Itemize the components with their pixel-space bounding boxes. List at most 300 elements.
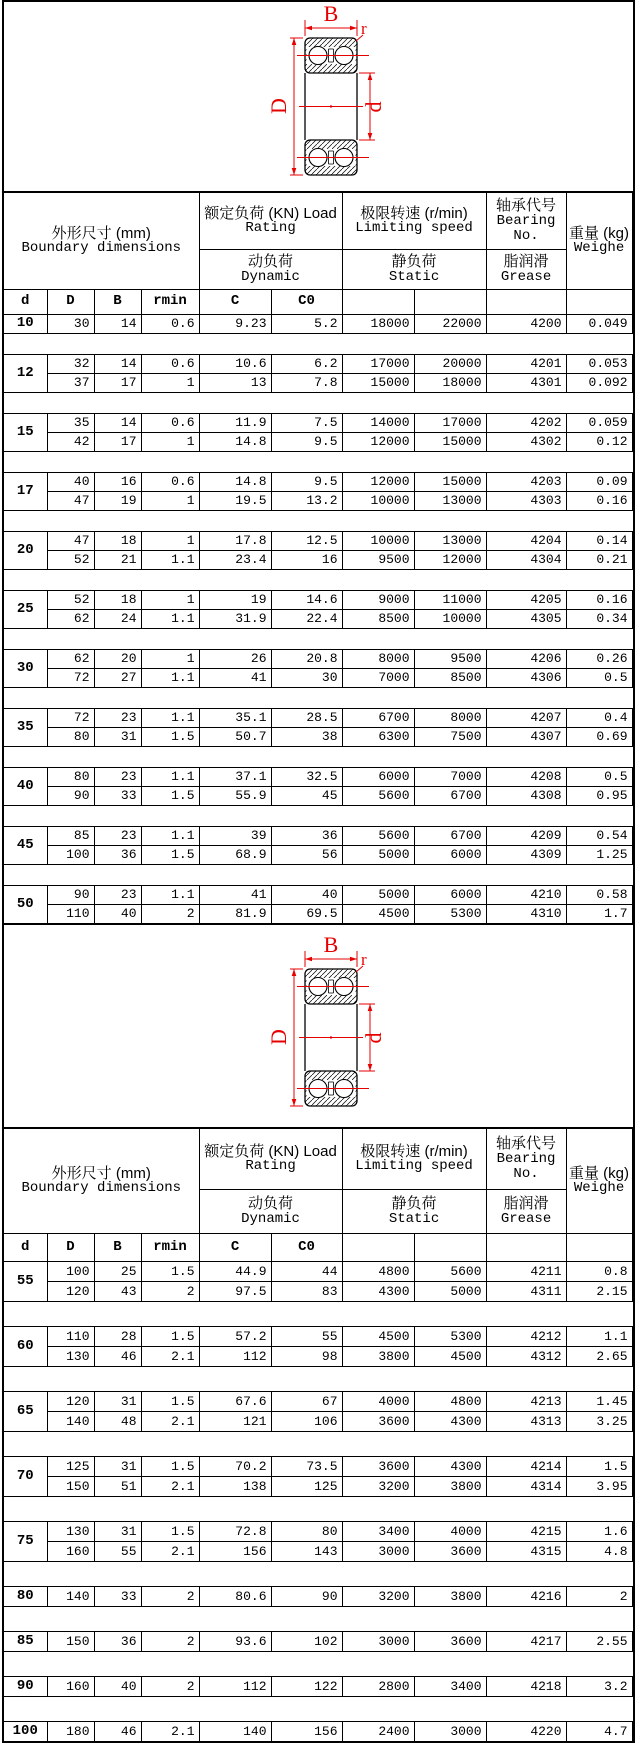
header-limiting-speed bbox=[342, 1128, 486, 1190]
header-grease bbox=[486, 1190, 566, 1234]
bearing-code: 4306 bbox=[486, 668, 566, 687]
bore-diameter-d: 12 bbox=[3, 354, 47, 392]
grease-speed: 3600 bbox=[342, 1457, 414, 1477]
dim-label-d: d bbox=[361, 102, 386, 113]
static-load-C0: 125 bbox=[271, 1477, 342, 1497]
corner-radius-rmin: 2 bbox=[141, 1587, 199, 1607]
spacer-cell bbox=[3, 1652, 632, 1677]
spacer-cell bbox=[3, 1367, 632, 1392]
static-load-C0: 36 bbox=[271, 826, 342, 845]
static-load-C0: 14.6 bbox=[271, 590, 342, 609]
weight-kg: 0.5 bbox=[566, 668, 632, 687]
static-load-C0: 32.5 bbox=[271, 767, 342, 786]
weight-kg: 0.092 bbox=[566, 373, 632, 392]
corner-radius-rmin: 0.6 bbox=[141, 354, 199, 373]
spacer-cell bbox=[3, 1497, 632, 1522]
weight-kg: 0.95 bbox=[566, 786, 632, 805]
col-d: d bbox=[3, 289, 47, 314]
dynamic-load-C: 67.6 bbox=[199, 1392, 271, 1412]
oil-speed: 4800 bbox=[414, 1392, 486, 1412]
empty-cell bbox=[566, 1234, 632, 1262]
column-header-row bbox=[3, 289, 634, 314]
oil-speed: 6000 bbox=[414, 885, 486, 904]
width-B: 25 bbox=[94, 1262, 141, 1282]
static-load-C0: 22.4 bbox=[271, 609, 342, 628]
table-row bbox=[3, 413, 634, 432]
outer-diameter-D: 42 bbox=[47, 432, 94, 451]
grease-speed: 8000 bbox=[342, 649, 414, 668]
dynamic-load-C: 14.8 bbox=[199, 472, 271, 491]
table-row bbox=[3, 1412, 634, 1432]
dynamic-load-C: 35.1 bbox=[199, 708, 271, 727]
table-row bbox=[3, 491, 634, 510]
static-load-C0: 55 bbox=[271, 1327, 342, 1347]
table-row bbox=[3, 845, 634, 864]
spacer-cell bbox=[3, 805, 632, 826]
corner-radius-rmin: 0.6 bbox=[141, 472, 199, 491]
outer-diameter-D: 32 bbox=[47, 354, 94, 373]
width-B: 24 bbox=[94, 609, 141, 628]
header-weight-en: Weighe bbox=[567, 1181, 632, 1196]
dynamic-load-C: 55.9 bbox=[199, 786, 271, 805]
spacer-cell bbox=[3, 1562, 632, 1587]
header-static-en: Static bbox=[343, 1212, 486, 1227]
weight-kg: 1.5 bbox=[566, 1457, 632, 1477]
outer-diameter-D: 90 bbox=[47, 786, 94, 805]
bearing-code: 4204 bbox=[486, 531, 566, 550]
table-row bbox=[3, 432, 634, 451]
grease-speed: 17000 bbox=[342, 354, 414, 373]
bore-diameter-d: 10 bbox=[3, 314, 47, 333]
bore-diameter-d: 15 bbox=[3, 413, 47, 451]
width-B: 28 bbox=[94, 1327, 141, 1347]
bearing-code: 4313 bbox=[486, 1412, 566, 1432]
width-B: 27 bbox=[94, 668, 141, 687]
dynamic-load-C: 57.2 bbox=[199, 1327, 271, 1347]
table-row bbox=[3, 590, 634, 609]
width-B: 33 bbox=[94, 1587, 141, 1607]
width-B: 20 bbox=[94, 649, 141, 668]
grease-speed: 9000 bbox=[342, 590, 414, 609]
dynamic-load-C: 26 bbox=[199, 649, 271, 668]
col-D: D bbox=[47, 289, 94, 314]
dynamic-load-C: 44.9 bbox=[199, 1262, 271, 1282]
header-load-cn: 额定负荷 (KN) Load bbox=[200, 1144, 342, 1160]
width-B: 36 bbox=[94, 845, 141, 864]
bore-diameter-d: 55 bbox=[3, 1262, 47, 1302]
bearing-code: 4314 bbox=[486, 1477, 566, 1497]
dynamic-load-C: 31.9 bbox=[199, 609, 271, 628]
static-load-C0: 98 bbox=[271, 1347, 342, 1367]
table-row bbox=[3, 550, 634, 569]
grease-speed: 10000 bbox=[342, 491, 414, 510]
dynamic-load-C: 80.6 bbox=[199, 1587, 271, 1607]
oil-speed: 15000 bbox=[414, 432, 486, 451]
dynamic-load-C: 19 bbox=[199, 590, 271, 609]
bearing-code: 4206 bbox=[486, 649, 566, 668]
column-header-row bbox=[3, 1234, 634, 1262]
header-weight-en: Weighe bbox=[567, 241, 632, 256]
bearing-code: 4217 bbox=[486, 1632, 566, 1652]
dynamic-load-C: 138 bbox=[199, 1477, 271, 1497]
dim-label-d: d bbox=[361, 1032, 386, 1043]
bearing-code: 4200 bbox=[486, 314, 566, 333]
outer-diameter-D: 85 bbox=[47, 826, 94, 845]
corner-radius-rmin: 1.5 bbox=[141, 1457, 199, 1477]
static-load-C0: 30 bbox=[271, 668, 342, 687]
grease-speed: 6000 bbox=[342, 767, 414, 786]
width-B: 18 bbox=[94, 531, 141, 550]
header-boundary-dimensions bbox=[3, 192, 199, 289]
outer-diameter-D: 52 bbox=[47, 590, 94, 609]
width-B: 40 bbox=[94, 1677, 141, 1697]
bearing-code: 4201 bbox=[486, 354, 566, 373]
dynamic-load-C: 11.9 bbox=[199, 413, 271, 432]
table-row bbox=[3, 767, 634, 786]
oil-speed: 8000 bbox=[414, 708, 486, 727]
corner-radius-rmin: 1.1 bbox=[141, 767, 199, 786]
spacer-row bbox=[3, 628, 634, 649]
static-load-C0: 143 bbox=[271, 1542, 342, 1562]
weight-kg: 2.15 bbox=[566, 1282, 632, 1302]
header-speed-en: Limiting speed bbox=[343, 1159, 486, 1174]
oil-speed: 22000 bbox=[414, 314, 486, 333]
weight-kg: 3.95 bbox=[566, 1477, 632, 1497]
static-load-C0: 67 bbox=[271, 1392, 342, 1412]
header-load-rating bbox=[199, 192, 342, 249]
spacer-cell bbox=[3, 510, 632, 531]
bearing-diagram-box-2 bbox=[2, 925, 635, 1127]
col-d: d bbox=[3, 1234, 47, 1262]
weight-kg: 0.12 bbox=[566, 432, 632, 451]
header-static-load bbox=[342, 1190, 486, 1234]
oil-speed: 6700 bbox=[414, 786, 486, 805]
grease-speed: 5600 bbox=[342, 786, 414, 805]
static-load-C0: 5.2 bbox=[271, 314, 342, 333]
corner-radius-rmin: 1 bbox=[141, 491, 199, 510]
grease-speed: 10000 bbox=[342, 531, 414, 550]
table-row bbox=[3, 314, 634, 333]
outer-diameter-D: 47 bbox=[47, 531, 94, 550]
static-load-C0: 40 bbox=[271, 885, 342, 904]
bearing-code: 4209 bbox=[486, 826, 566, 845]
bore-diameter-d: 60 bbox=[3, 1327, 47, 1367]
table-row bbox=[3, 1587, 634, 1607]
dynamic-load-C: 14.8 bbox=[199, 432, 271, 451]
corner-radius-rmin: 1.5 bbox=[141, 1327, 199, 1347]
outer-diameter-D: 140 bbox=[47, 1412, 94, 1432]
col-C0: C0 bbox=[271, 1234, 342, 1262]
oil-speed: 7500 bbox=[414, 727, 486, 746]
dynamic-load-C: 97.5 bbox=[199, 1282, 271, 1302]
grease-speed: 3800 bbox=[342, 1347, 414, 1367]
static-load-C0: 38 bbox=[271, 727, 342, 746]
weight-kg: 1.1 bbox=[566, 1327, 632, 1347]
table-row bbox=[3, 786, 634, 805]
table-row bbox=[3, 1327, 634, 1347]
corner-radius-rmin: 1.1 bbox=[141, 609, 199, 628]
oil-speed: 9500 bbox=[414, 649, 486, 668]
outer-diameter-D: 160 bbox=[47, 1677, 94, 1697]
width-B: 55 bbox=[94, 1542, 141, 1562]
width-B: 31 bbox=[94, 1457, 141, 1477]
width-B: 33 bbox=[94, 786, 141, 805]
weight-kg: 3.2 bbox=[566, 1677, 632, 1697]
bore-diameter-d: 17 bbox=[3, 472, 47, 510]
bore-diameter-d: 65 bbox=[3, 1392, 47, 1432]
oil-speed: 3800 bbox=[414, 1477, 486, 1497]
outer-diameter-D: 125 bbox=[47, 1457, 94, 1477]
static-load-C0: 45 bbox=[271, 786, 342, 805]
spacer-row bbox=[3, 510, 634, 531]
table-row bbox=[3, 354, 634, 373]
catalog-page bbox=[2, 0, 635, 1743]
dim-label-D: D bbox=[266, 98, 291, 114]
oil-speed: 4000 bbox=[414, 1522, 486, 1542]
corner-radius-rmin: 1.1 bbox=[141, 708, 199, 727]
dynamic-load-C: 156 bbox=[199, 1542, 271, 1562]
spacer-cell bbox=[3, 1432, 632, 1457]
empty-cell bbox=[486, 1234, 566, 1262]
outer-diameter-D: 62 bbox=[47, 649, 94, 668]
table-row bbox=[3, 1262, 634, 1282]
oil-speed: 3400 bbox=[414, 1677, 486, 1697]
dynamic-load-C: 81.9 bbox=[199, 904, 271, 924]
oil-speed: 8500 bbox=[414, 668, 486, 687]
static-load-C0: 13.2 bbox=[271, 491, 342, 510]
dynamic-load-C: 13 bbox=[199, 373, 271, 392]
bearing-spec-table-4300 bbox=[2, 1127, 635, 1743]
grease-speed: 4000 bbox=[342, 1392, 414, 1412]
oil-speed: 17000 bbox=[414, 413, 486, 432]
grease-speed: 3200 bbox=[342, 1477, 414, 1497]
grease-speed: 4500 bbox=[342, 1327, 414, 1347]
weight-kg: 0.58 bbox=[566, 885, 632, 904]
width-B: 19 bbox=[94, 491, 141, 510]
bearing-code: 4215 bbox=[486, 1522, 566, 1542]
weight-kg: 0.09 bbox=[566, 472, 632, 491]
spacer-row bbox=[3, 1562, 634, 1587]
weight-kg: 1.45 bbox=[566, 1392, 632, 1412]
dim-label-r: r bbox=[361, 950, 367, 969]
bearing-code: 4304 bbox=[486, 550, 566, 569]
static-load-C0: 20.8 bbox=[271, 649, 342, 668]
header-dynamic-en: Dynamic bbox=[200, 270, 342, 285]
header-boundary-en: Boundary dimensions bbox=[4, 1181, 199, 1196]
col-D: D bbox=[47, 1234, 94, 1262]
outer-diameter-D: 80 bbox=[47, 767, 94, 786]
spacer-row bbox=[3, 1497, 634, 1522]
oil-speed: 18000 bbox=[414, 373, 486, 392]
bore-diameter-d: 75 bbox=[3, 1522, 47, 1562]
static-load-C0: 80 bbox=[271, 1522, 342, 1542]
header-grease-en: Grease bbox=[487, 270, 566, 285]
grease-speed: 3400 bbox=[342, 1522, 414, 1542]
bearing-code: 4308 bbox=[486, 786, 566, 805]
spacer-row bbox=[3, 1432, 634, 1457]
grease-speed: 3000 bbox=[342, 1632, 414, 1652]
header-dynamic-load bbox=[199, 249, 342, 289]
dim-label-r: r bbox=[361, 19, 367, 38]
col-B: B bbox=[94, 1234, 141, 1262]
oil-speed: 10000 bbox=[414, 609, 486, 628]
weight-kg: 0.21 bbox=[566, 550, 632, 569]
static-load-C0: 7.8 bbox=[271, 373, 342, 392]
dynamic-load-C: 112 bbox=[199, 1677, 271, 1697]
table-row bbox=[3, 649, 634, 668]
corner-radius-rmin: 1.1 bbox=[141, 668, 199, 687]
width-B: 14 bbox=[94, 413, 141, 432]
empty-cell bbox=[486, 289, 566, 314]
corner-radius-rmin: 1.1 bbox=[141, 550, 199, 569]
weight-kg: 0.16 bbox=[566, 590, 632, 609]
grease-speed: 8500 bbox=[342, 609, 414, 628]
dim-label-B: B bbox=[324, 4, 339, 26]
dynamic-load-C: 41 bbox=[199, 885, 271, 904]
outer-diameter-D: 35 bbox=[47, 413, 94, 432]
dynamic-load-C: 10.6 bbox=[199, 354, 271, 373]
header-row-groups bbox=[3, 192, 634, 249]
oil-speed: 6700 bbox=[414, 826, 486, 845]
bearing-cross-section-diagram bbox=[257, 935, 437, 1121]
bore-diameter-d: 70 bbox=[3, 1457, 47, 1497]
spacer-cell bbox=[3, 569, 632, 590]
oil-speed: 4300 bbox=[414, 1412, 486, 1432]
header-grease-cn: 脂润滑 bbox=[487, 254, 566, 270]
outer-diameter-D: 90 bbox=[47, 885, 94, 904]
width-B: 40 bbox=[94, 904, 141, 924]
header-weight-cn: 重量 (kg) bbox=[567, 226, 632, 242]
corner-radius-rmin: 1 bbox=[141, 373, 199, 392]
header-weight bbox=[566, 1128, 632, 1234]
header-bearing-no bbox=[486, 1128, 566, 1190]
static-load-C0: 16 bbox=[271, 550, 342, 569]
weight-kg: 0.69 bbox=[566, 727, 632, 746]
header-bearing-cn: 轴承代号 bbox=[487, 1136, 566, 1152]
corner-radius-rmin: 1 bbox=[141, 649, 199, 668]
header-dynamic-en: Dynamic bbox=[200, 1212, 342, 1227]
table-row bbox=[3, 727, 634, 746]
static-load-C0: 156 bbox=[271, 1722, 342, 1743]
dynamic-load-C: 121 bbox=[199, 1412, 271, 1432]
oil-speed: 11000 bbox=[414, 590, 486, 609]
oil-speed: 13000 bbox=[414, 491, 486, 510]
grease-speed: 6300 bbox=[342, 727, 414, 746]
header-load-rating bbox=[199, 1128, 342, 1190]
bearing-code: 4302 bbox=[486, 432, 566, 451]
table-row bbox=[3, 885, 634, 904]
dim-label-D: D bbox=[266, 1029, 291, 1045]
outer-diameter-D: 110 bbox=[47, 1327, 94, 1347]
header-bearing-cn: 轴承代号 bbox=[487, 198, 566, 214]
bore-diameter-d: 50 bbox=[3, 885, 47, 924]
corner-radius-rmin: 1.5 bbox=[141, 727, 199, 746]
header-weight bbox=[566, 192, 632, 289]
grease-speed: 5000 bbox=[342, 845, 414, 864]
bore-diameter-d: 45 bbox=[3, 826, 47, 864]
bearing-code: 4211 bbox=[486, 1262, 566, 1282]
bearing-code: 4212 bbox=[486, 1327, 566, 1347]
bearing-code: 4208 bbox=[486, 767, 566, 786]
outer-diameter-D: 160 bbox=[47, 1542, 94, 1562]
header-static-cn: 静负荷 bbox=[343, 254, 486, 270]
header-row-groups bbox=[3, 1128, 634, 1190]
width-B: 36 bbox=[94, 1632, 141, 1652]
spacer-row bbox=[3, 687, 634, 708]
table-row bbox=[3, 1347, 634, 1367]
spacer-row bbox=[3, 864, 634, 885]
width-B: 23 bbox=[94, 826, 141, 845]
dynamic-load-C: 23.4 bbox=[199, 550, 271, 569]
width-B: 46 bbox=[94, 1347, 141, 1367]
dynamic-load-C: 39 bbox=[199, 826, 271, 845]
dynamic-load-C: 72.8 bbox=[199, 1522, 271, 1542]
header-boundary-en: Boundary dimensions bbox=[4, 241, 199, 256]
table-row bbox=[3, 1477, 634, 1497]
bearing-diagram-box-1 bbox=[2, 0, 635, 191]
header-limiting-speed bbox=[342, 192, 486, 249]
table-row bbox=[3, 373, 634, 392]
static-load-C0: 28.5 bbox=[271, 708, 342, 727]
static-load-C0: 7.5 bbox=[271, 413, 342, 432]
width-B: 14 bbox=[94, 354, 141, 373]
corner-radius-rmin: 2 bbox=[141, 904, 199, 924]
weight-kg: 4.7 bbox=[566, 1722, 632, 1743]
header-new-code bbox=[633, 249, 634, 289]
header-weight-cn: 重量 (kg) bbox=[567, 1166, 632, 1182]
spacer-cell bbox=[3, 746, 632, 767]
dynamic-load-C: 37.1 bbox=[199, 767, 271, 786]
outer-diameter-D: 150 bbox=[47, 1477, 94, 1497]
header-grease-cn: 脂润滑 bbox=[487, 1196, 566, 1212]
corner-radius-rmin: 2.1 bbox=[141, 1412, 199, 1432]
empty-cell bbox=[414, 289, 486, 314]
weight-kg: 0.4 bbox=[566, 708, 632, 727]
col-B: B bbox=[94, 289, 141, 314]
spacer-row bbox=[3, 1302, 634, 1327]
spacer-row bbox=[3, 746, 634, 767]
oil-speed: 12000 bbox=[414, 550, 486, 569]
weight-kg: 0.8 bbox=[566, 1262, 632, 1282]
header-speed-cn: 极限转速 (r/min) bbox=[343, 206, 486, 222]
width-B: 31 bbox=[94, 727, 141, 746]
spacer-row bbox=[3, 805, 634, 826]
dynamic-load-C: 68.9 bbox=[199, 845, 271, 864]
oil-speed: 5600 bbox=[414, 1262, 486, 1282]
col-rmin: rmin bbox=[141, 1234, 199, 1262]
width-B: 23 bbox=[94, 767, 141, 786]
header-static-cn: 静负荷 bbox=[343, 1196, 486, 1212]
outer-diameter-D: 100 bbox=[47, 1262, 94, 1282]
width-B: 23 bbox=[94, 708, 141, 727]
corner-radius-rmin: 2 bbox=[141, 1632, 199, 1652]
dim-label-B: B bbox=[324, 935, 339, 957]
col-C0: C0 bbox=[271, 289, 342, 314]
static-load-C0: 9.5 bbox=[271, 432, 342, 451]
bearing-code: 4303 bbox=[486, 491, 566, 510]
empty-cell bbox=[566, 289, 632, 314]
bore-diameter-d: 20 bbox=[3, 531, 47, 569]
outer-diameter-D: 130 bbox=[47, 1347, 94, 1367]
bore-diameter-d: 100 bbox=[3, 1722, 47, 1743]
width-B: 14 bbox=[94, 314, 141, 333]
weight-kg: 2.55 bbox=[566, 1632, 632, 1652]
empty-cell bbox=[414, 1234, 486, 1262]
static-load-C0: 106 bbox=[271, 1412, 342, 1432]
corner-radius-rmin: 0.6 bbox=[141, 413, 199, 432]
grease-speed: 12000 bbox=[342, 432, 414, 451]
dynamic-load-C: 112 bbox=[199, 1347, 271, 1367]
